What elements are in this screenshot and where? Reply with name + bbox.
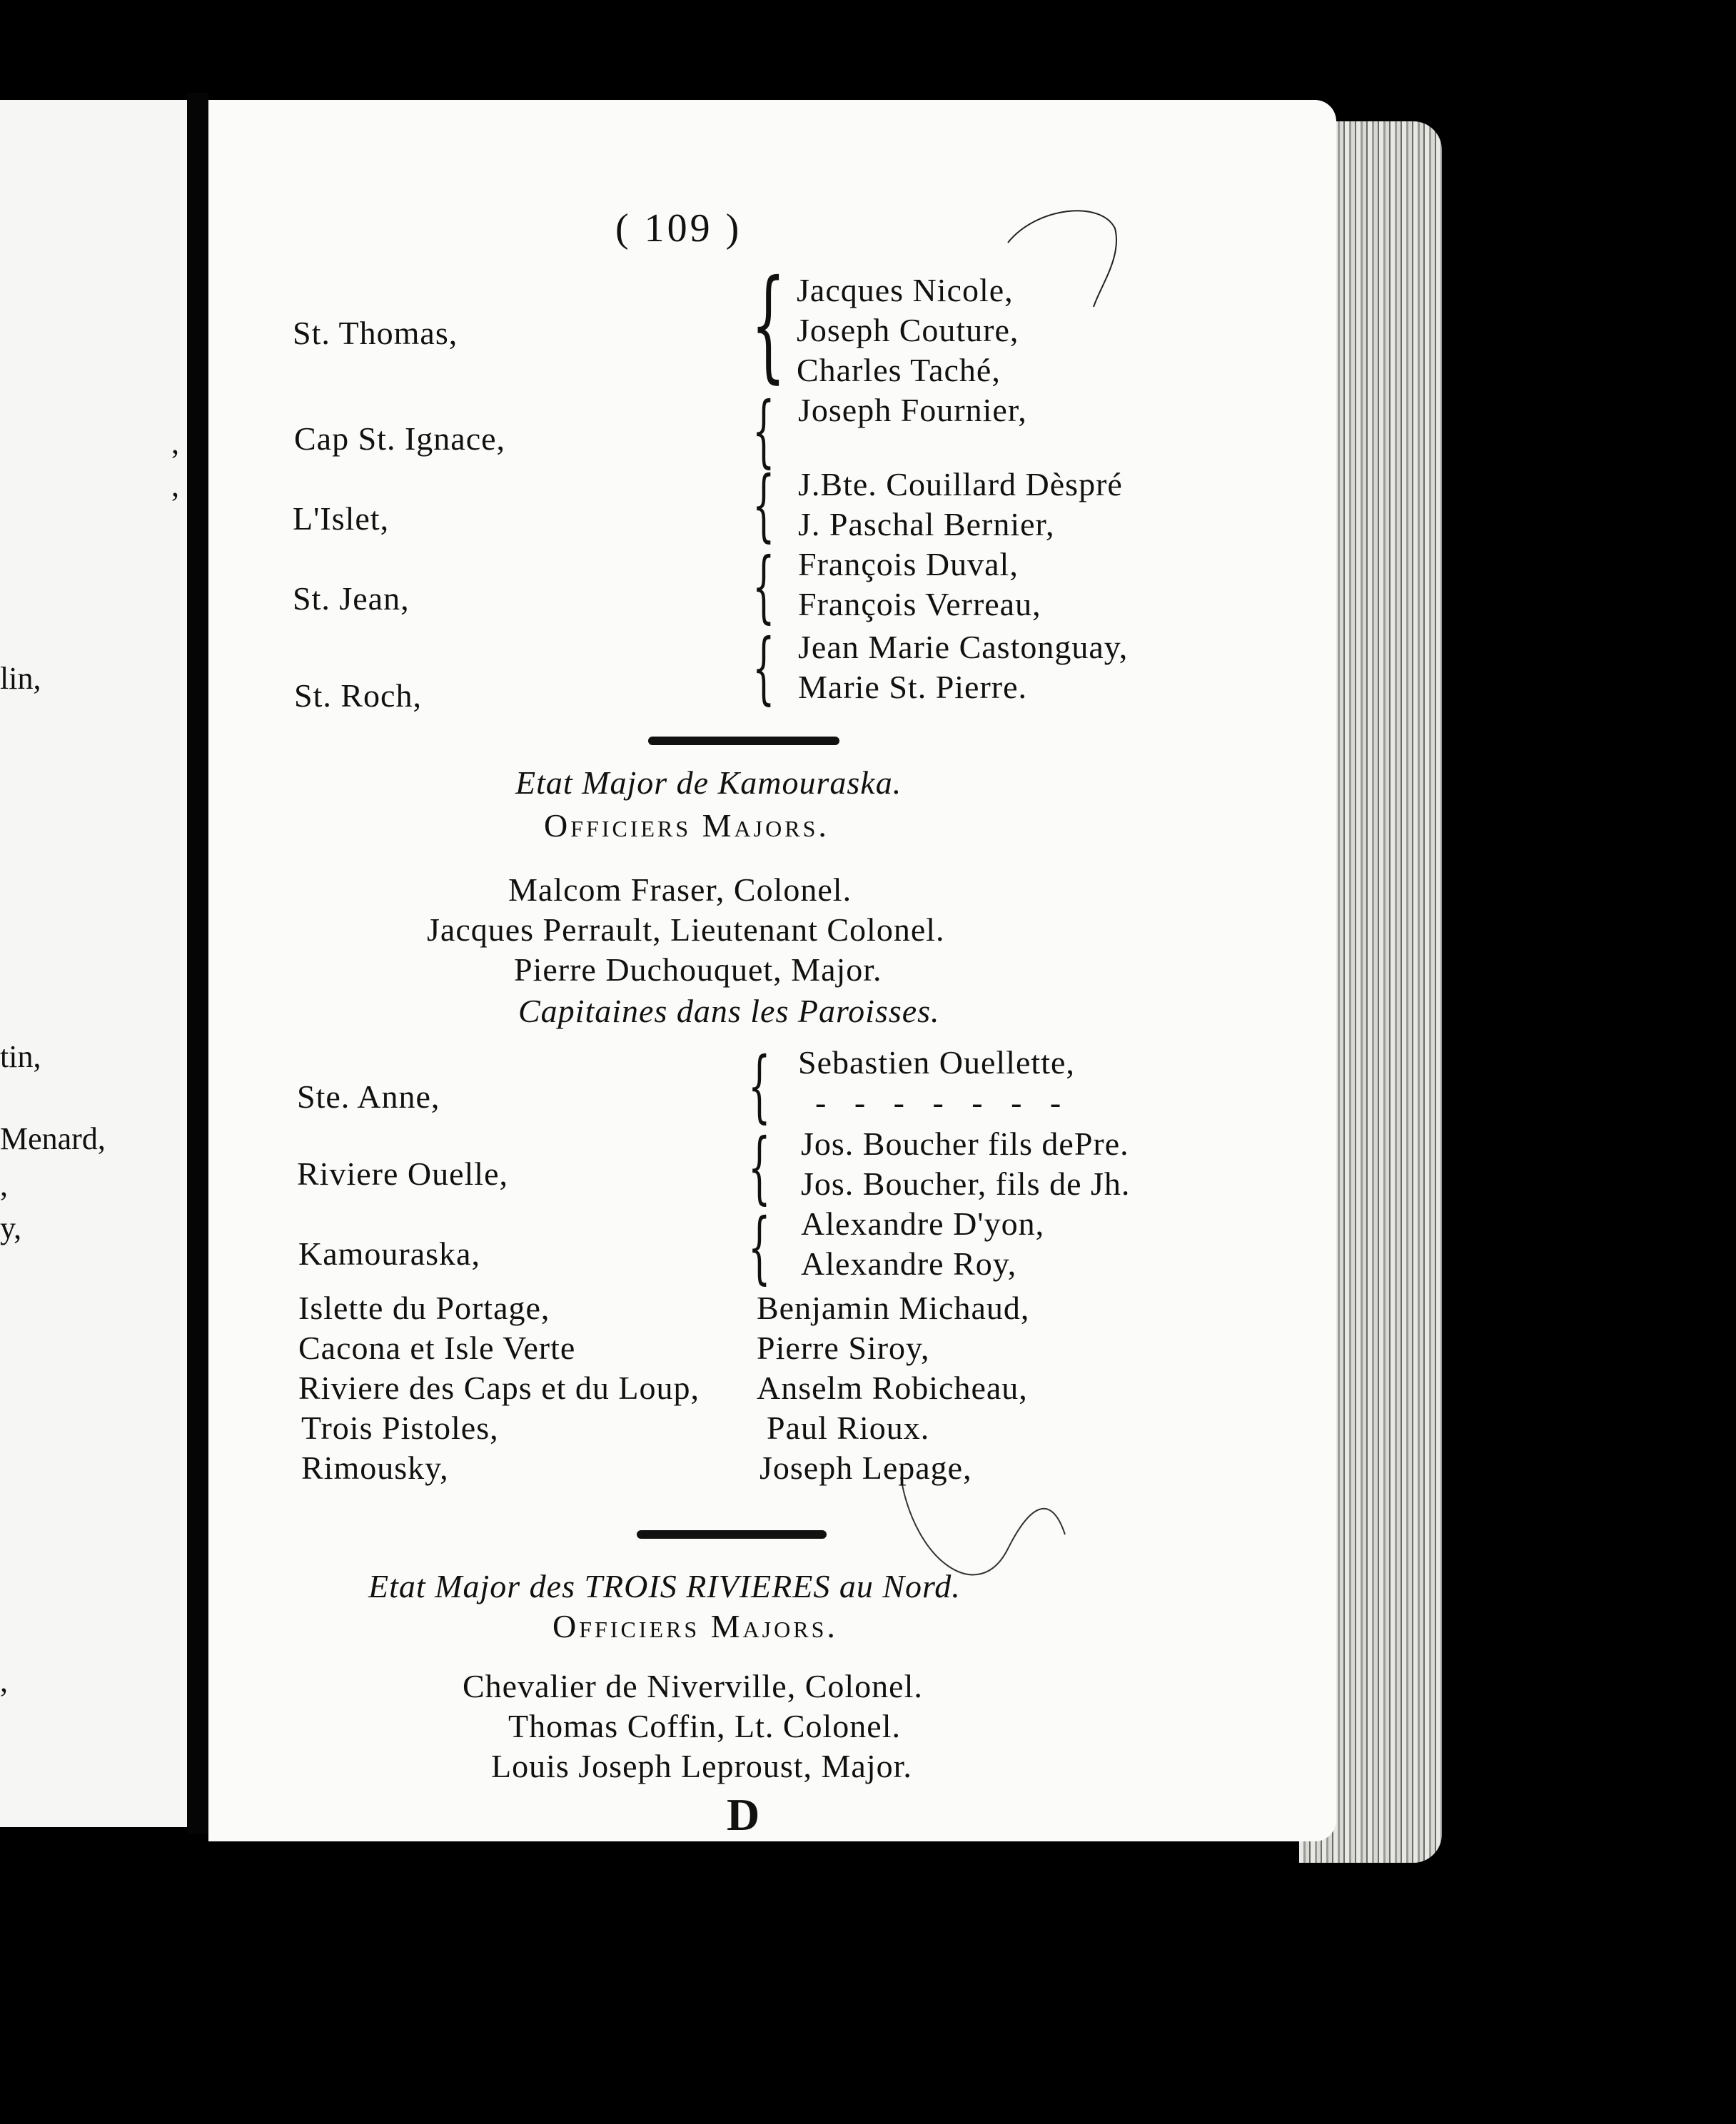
officer-line: Malcom Fraser, Colonel. <box>508 871 852 908</box>
captain-name: J.Bte. Couillard Dèspré <box>798 466 1123 502</box>
captain-name: Joseph Lepage, <box>760 1450 972 1486</box>
brace: { <box>751 254 786 395</box>
captain-name: François Verreau, <box>798 586 1041 622</box>
captain-name: Jos. Boucher fils dePre. <box>801 1126 1129 1162</box>
captain-name: Charles Taché, <box>797 352 1001 388</box>
brace: { <box>748 1201 771 1293</box>
book-page <box>208 100 1336 1841</box>
parish-label: Cap St. Ignace, <box>294 420 506 457</box>
captain-name: Joseph Fournier, <box>798 392 1027 428</box>
parish-label: Rimousky, <box>301 1450 449 1486</box>
captain-name: Alexandre Roy, <box>801 1245 1017 1282</box>
left-page-fragment: Menard, <box>0 1121 106 1156</box>
captain-name: François Duval, <box>798 546 1019 582</box>
left-page-fragment: lin, <box>0 661 41 696</box>
section-subheading: Officiers Majors. <box>544 807 829 844</box>
captain-name: Pierre Siroy, <box>757 1330 930 1366</box>
parish-label: Islette du Portage, <box>298 1290 550 1326</box>
facing-left-page <box>0 100 187 1827</box>
captain-name: Jean Marie Castonguay, <box>798 629 1129 665</box>
signature-mark: D <box>727 1789 760 1840</box>
officer-line: Jacques Perrault, Lieutenant Colonel. <box>427 911 945 948</box>
parish-label: Ste. Anne, <box>297 1078 440 1115</box>
officer-line: Chevalier de Niverville, Colonel. <box>463 1668 923 1704</box>
left-page-fragment: , <box>0 1168 8 1203</box>
officer-line: Pierre Duchouquet, Major. <box>514 951 882 988</box>
section-rule <box>637 1530 827 1539</box>
captain-name: Anselm Robicheau, <box>757 1370 1028 1406</box>
left-page-fragment: , <box>0 1664 8 1699</box>
captain-name: Sebastien Ouellette, <box>798 1044 1075 1081</box>
parish-label: St. Jean, <box>293 580 410 617</box>
brace: { <box>748 1040 771 1131</box>
officer-line: Thomas Coffin, Lt. Colonel. <box>508 1708 902 1744</box>
section-heading: Etat Major de Kamouraska. <box>515 764 902 801</box>
officer-line: Louis Joseph Leproust, Major. <box>491 1748 912 1784</box>
captain-name: Marie St. Pierre. <box>798 669 1028 705</box>
parish-label: L'Islet, <box>293 500 390 537</box>
captain-name: - - - - - - - <box>815 1084 1071 1121</box>
section-subheading: Officiers Majors. <box>552 1608 838 1644</box>
handwritten-scribble <box>994 200 1136 314</box>
parish-label: St. Roch, <box>294 677 422 714</box>
section-rule <box>648 737 839 745</box>
brace: { <box>752 622 775 713</box>
captain-name: Benjamin Michaud, <box>757 1290 1030 1326</box>
brace: { <box>752 385 775 476</box>
captain-name: Paul Rioux. <box>767 1410 930 1446</box>
page-number: ( 109 ) <box>615 206 742 251</box>
brace: { <box>748 1121 771 1213</box>
parish-label: Cacona et Isle Verte <box>298 1330 576 1366</box>
captain-name: J. Paschal Bernier, <box>798 506 1055 542</box>
parish-label: Kamouraska, <box>298 1235 480 1272</box>
captain-name: Joseph Couture, <box>797 312 1019 348</box>
parish-label: Riviere Ouelle, <box>297 1155 509 1192</box>
captain-name: Jacques Nicole, <box>797 272 1014 308</box>
book-spine <box>187 93 208 1834</box>
left-page-fragment: y, <box>0 1210 22 1245</box>
left-page-fragment: tin, <box>0 1039 41 1074</box>
left-page-fragment: , <box>171 425 179 460</box>
brace: { <box>752 540 775 632</box>
parish-label: Trois Pistoles, <box>301 1410 499 1446</box>
captain-name: Jos. Boucher, fils de Jh. <box>801 1165 1131 1202</box>
brace: { <box>752 459 775 550</box>
section-heading: Etat Major des TROIS RIVIERES au Nord. <box>368 1568 961 1604</box>
captains-heading: Capitaines dans les Paroisses. <box>518 993 940 1029</box>
parish-label: St. Thomas, <box>293 315 458 351</box>
left-page-fragment: , <box>171 468 179 503</box>
parish-label: Riviere des Caps et du Loup, <box>298 1370 700 1406</box>
captain-name: Alexandre D'yon, <box>801 1205 1045 1242</box>
